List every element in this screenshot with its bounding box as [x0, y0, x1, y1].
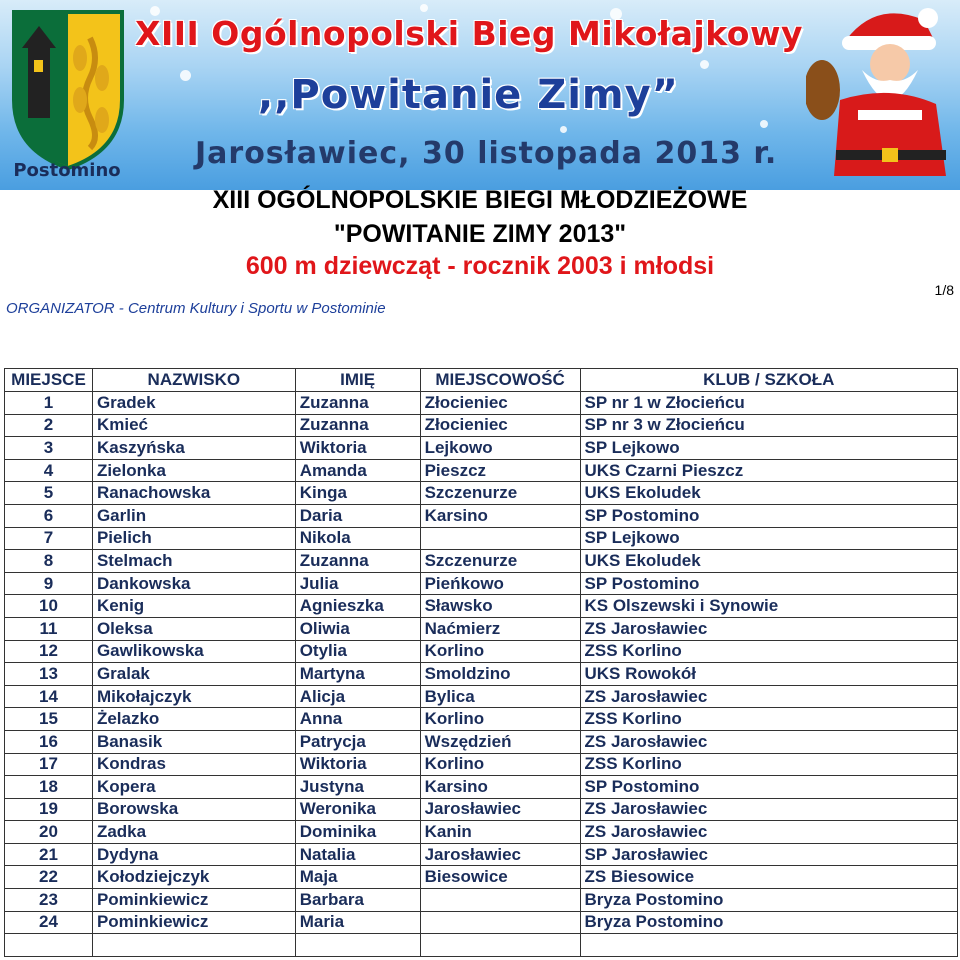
race-category-title: 600 m dziewcząt - rocznik 2003 i młodsi — [245, 252, 715, 280]
cell-first-name: Zuzanna — [295, 550, 420, 573]
table-row — [5, 776, 958, 799]
page-title-line2: "POWITANIE ZIMY 2013" — [333, 220, 627, 248]
cell-first-name: Amanda — [295, 459, 420, 482]
cell-town: Karsino — [420, 776, 580, 799]
cell-first-name: Justyna — [295, 776, 420, 799]
cell-club: SP nr 3 w Złocieńcu — [580, 414, 958, 437]
table-row — [5, 753, 958, 776]
column-header-surname: NAZWISKO — [92, 369, 295, 392]
cell-place: 19 — [5, 798, 93, 821]
cell-town: Korlino — [420, 640, 580, 663]
table-row — [5, 414, 958, 437]
cell-town: Kanin — [420, 821, 580, 844]
banner-date-line: Jarosławiec, 30 listopada 2013 r. — [195, 136, 778, 171]
cell-first-name: Daria — [295, 504, 420, 527]
cell-club: SP Lejkowo — [580, 527, 958, 550]
table-row — [5, 482, 958, 505]
cell-place: 8 — [5, 550, 93, 573]
column-header-town: MIEJSCOWOŚĆ — [420, 369, 580, 392]
cell-town: Smoldzino — [420, 663, 580, 686]
cell-club: ZS Biesowice — [580, 866, 958, 889]
table-row — [5, 821, 958, 844]
table-row — [5, 934, 958, 957]
cell-surname: Mikołajczyk — [92, 685, 295, 708]
cell-town: Pieńkowo — [420, 572, 580, 595]
cell-place: 21 — [5, 843, 93, 866]
cell-surname: Gralak — [92, 663, 295, 686]
cell-surname — [92, 934, 295, 957]
cell-place: 18 — [5, 776, 93, 799]
cell-surname: Dankowska — [92, 572, 295, 595]
cell-place: 7 — [5, 527, 93, 550]
cell-club: SP Postomino — [580, 504, 958, 527]
cell-town: Naćmierz — [420, 617, 580, 640]
cell-club: Bryza Postomino — [580, 889, 958, 912]
cell-town: Złocieniec — [420, 392, 580, 415]
column-header-first-name: IMIĘ — [295, 369, 420, 392]
page-number: 1/8 — [934, 282, 954, 298]
cell-surname: Pominkiewicz — [92, 911, 295, 934]
cell-first-name: Otylia — [295, 640, 420, 663]
cell-club: ZSS Korlino — [580, 640, 958, 663]
cell-place: 15 — [5, 708, 93, 731]
cell-club: ZS Jarosławiec — [580, 798, 958, 821]
cell-town: Korlino — [420, 708, 580, 731]
cell-first-name: Nikola — [295, 527, 420, 550]
cell-first-name: Maja — [295, 866, 420, 889]
table-row — [5, 685, 958, 708]
table-row — [5, 866, 958, 889]
cell-surname: Borowska — [92, 798, 295, 821]
cell-club: ZSS Korlino — [580, 708, 958, 731]
cell-club: SP Lejkowo — [580, 437, 958, 460]
cell-town: Wszędzień — [420, 730, 580, 753]
cell-club: UKS Ekoludek — [580, 550, 958, 573]
cell-club: UKS Ekoludek — [580, 482, 958, 505]
cell-town: Bylica — [420, 685, 580, 708]
cell-first-name: Kinga — [295, 482, 420, 505]
cell-place: 16 — [5, 730, 93, 753]
cell-club: SP Jarosławiec — [580, 843, 958, 866]
cell-surname: Ranachowska — [92, 482, 295, 505]
column-header-place: MIEJSCE — [5, 369, 93, 392]
cell-first-name: Dominika — [295, 821, 420, 844]
cell-place: 5 — [5, 482, 93, 505]
cell-club: ZS Jarosławiec — [580, 617, 958, 640]
cell-place: 1 — [5, 392, 93, 415]
cell-club: ZS Jarosławiec — [580, 730, 958, 753]
cell-place: 10 — [5, 595, 93, 618]
cell-place: 3 — [5, 437, 93, 460]
cell-first-name: Anna — [295, 708, 420, 731]
cell-town: Lejkowo — [420, 437, 580, 460]
table-row — [5, 595, 958, 618]
santa-claus-icon — [806, 0, 954, 186]
cell-surname: Pominkiewicz — [92, 889, 295, 912]
banner-title-line1: XIII Ogólnopolski Bieg Mikołajkowy — [135, 14, 803, 53]
cell-place — [5, 934, 93, 957]
cell-town: Szczenurze — [420, 550, 580, 573]
table-row — [5, 663, 958, 686]
cell-club: SP nr 1 w Złocieńcu — [580, 392, 958, 415]
cell-surname: Zadka — [92, 821, 295, 844]
cell-place: 22 — [5, 866, 93, 889]
cell-first-name: Natalia — [295, 843, 420, 866]
cell-town: Jarosławiec — [420, 798, 580, 821]
cell-first-name: Zuzanna — [295, 414, 420, 437]
table-row — [5, 527, 958, 550]
cell-first-name: Oliwia — [295, 617, 420, 640]
cell-surname: Banasik — [92, 730, 295, 753]
cell-place: 12 — [5, 640, 93, 663]
table-row — [5, 392, 958, 415]
banner-town: Postomino — [13, 160, 121, 181]
table-row — [5, 708, 958, 731]
cell-club: UKS Czarni Pieszcz — [580, 459, 958, 482]
cell-place: 13 — [5, 663, 93, 686]
table-row — [5, 798, 958, 821]
cell-club — [580, 934, 958, 957]
cell-place: 2 — [5, 414, 93, 437]
cell-place: 6 — [5, 504, 93, 527]
table-header-row — [5, 369, 958, 392]
cell-first-name: Barbara — [295, 889, 420, 912]
cell-town — [420, 527, 580, 550]
cell-surname: Zielonka — [92, 459, 295, 482]
cell-first-name: Patrycja — [295, 730, 420, 753]
cell-place: 14 — [5, 685, 93, 708]
cell-surname: Gradek — [92, 392, 295, 415]
cell-first-name: Martyna — [295, 663, 420, 686]
cell-place: 9 — [5, 572, 93, 595]
event-banner — [0, 0, 960, 190]
table-row — [5, 911, 958, 934]
cell-club: KS Olszewski i Synowie — [580, 595, 958, 618]
cell-surname: Garlin — [92, 504, 295, 527]
table-row — [5, 504, 958, 527]
banner-title-line2: ,,Powitanie Zimy” — [258, 72, 679, 118]
table-row — [5, 550, 958, 573]
table-row — [5, 730, 958, 753]
cell-first-name: Wiktoria — [295, 437, 420, 460]
cell-surname: Dydyna — [92, 843, 295, 866]
cell-town: Biesowice — [420, 866, 580, 889]
cell-place: 20 — [5, 821, 93, 844]
cell-surname: Żelazko — [92, 708, 295, 731]
cell-town: Jarosławiec — [420, 843, 580, 866]
column-header-club: KLUB / SZKOŁA — [580, 369, 958, 392]
cell-town — [420, 889, 580, 912]
table-row — [5, 572, 958, 595]
cell-surname: Stelmach — [92, 550, 295, 573]
cell-first-name: Weronika — [295, 798, 420, 821]
cell-town — [420, 911, 580, 934]
results-table — [4, 368, 958, 957]
cell-first-name: Zuzanna — [295, 392, 420, 415]
cell-first-name: Maria — [295, 911, 420, 934]
cell-place: 11 — [5, 617, 93, 640]
cell-surname: Kołodziejczyk — [92, 866, 295, 889]
cell-first-name: Julia — [295, 572, 420, 595]
cell-club: SP Postomino — [580, 572, 958, 595]
cell-place: 24 — [5, 911, 93, 934]
cell-first-name — [295, 934, 420, 957]
cell-first-name: Agnieszka — [295, 595, 420, 618]
cell-surname: Kondras — [92, 753, 295, 776]
table-row — [5, 889, 958, 912]
cell-town: Korlino — [420, 753, 580, 776]
cell-surname: Kmieć — [92, 414, 295, 437]
cell-club: UKS Rowokół — [580, 663, 958, 686]
page-title-line1: XIII OGÓLNOPOLSKIE BIEGI MŁODZIEŻOWE — [212, 186, 748, 214]
cell-surname: Oleksa — [92, 617, 295, 640]
cell-surname: Gawlikowska — [92, 640, 295, 663]
organizer-line: ORGANIZATOR - Centrum Kultury i Sportu w Postominie — [6, 300, 386, 317]
cell-club: ZS Jarosławiec — [580, 685, 958, 708]
cell-club: ZSS Korlino — [580, 753, 958, 776]
cell-surname: Kaszyńska — [92, 437, 295, 460]
table-row — [5, 843, 958, 866]
cell-place: 23 — [5, 889, 93, 912]
table-row — [5, 640, 958, 663]
cell-surname: Kenig — [92, 595, 295, 618]
table-row — [5, 437, 958, 460]
cell-town: Złocieniec — [420, 414, 580, 437]
table-row — [5, 459, 958, 482]
cell-place: 17 — [5, 753, 93, 776]
cell-club: ZS Jarosławiec — [580, 821, 958, 844]
cell-club: Bryza Postomino — [580, 911, 958, 934]
cell-surname: Pielich — [92, 527, 295, 550]
cell-first-name: Alicja — [295, 685, 420, 708]
cell-town: Karsino — [420, 504, 580, 527]
cell-surname: Kopera — [92, 776, 295, 799]
cell-first-name: Wiktoria — [295, 753, 420, 776]
cell-town: Szczenurze — [420, 482, 580, 505]
cell-club: SP Postomino — [580, 776, 958, 799]
table-row — [5, 617, 958, 640]
cell-town: Sławsko — [420, 595, 580, 618]
cell-place: 4 — [5, 459, 93, 482]
cell-town — [420, 934, 580, 957]
cell-town: Pieszcz — [420, 459, 580, 482]
